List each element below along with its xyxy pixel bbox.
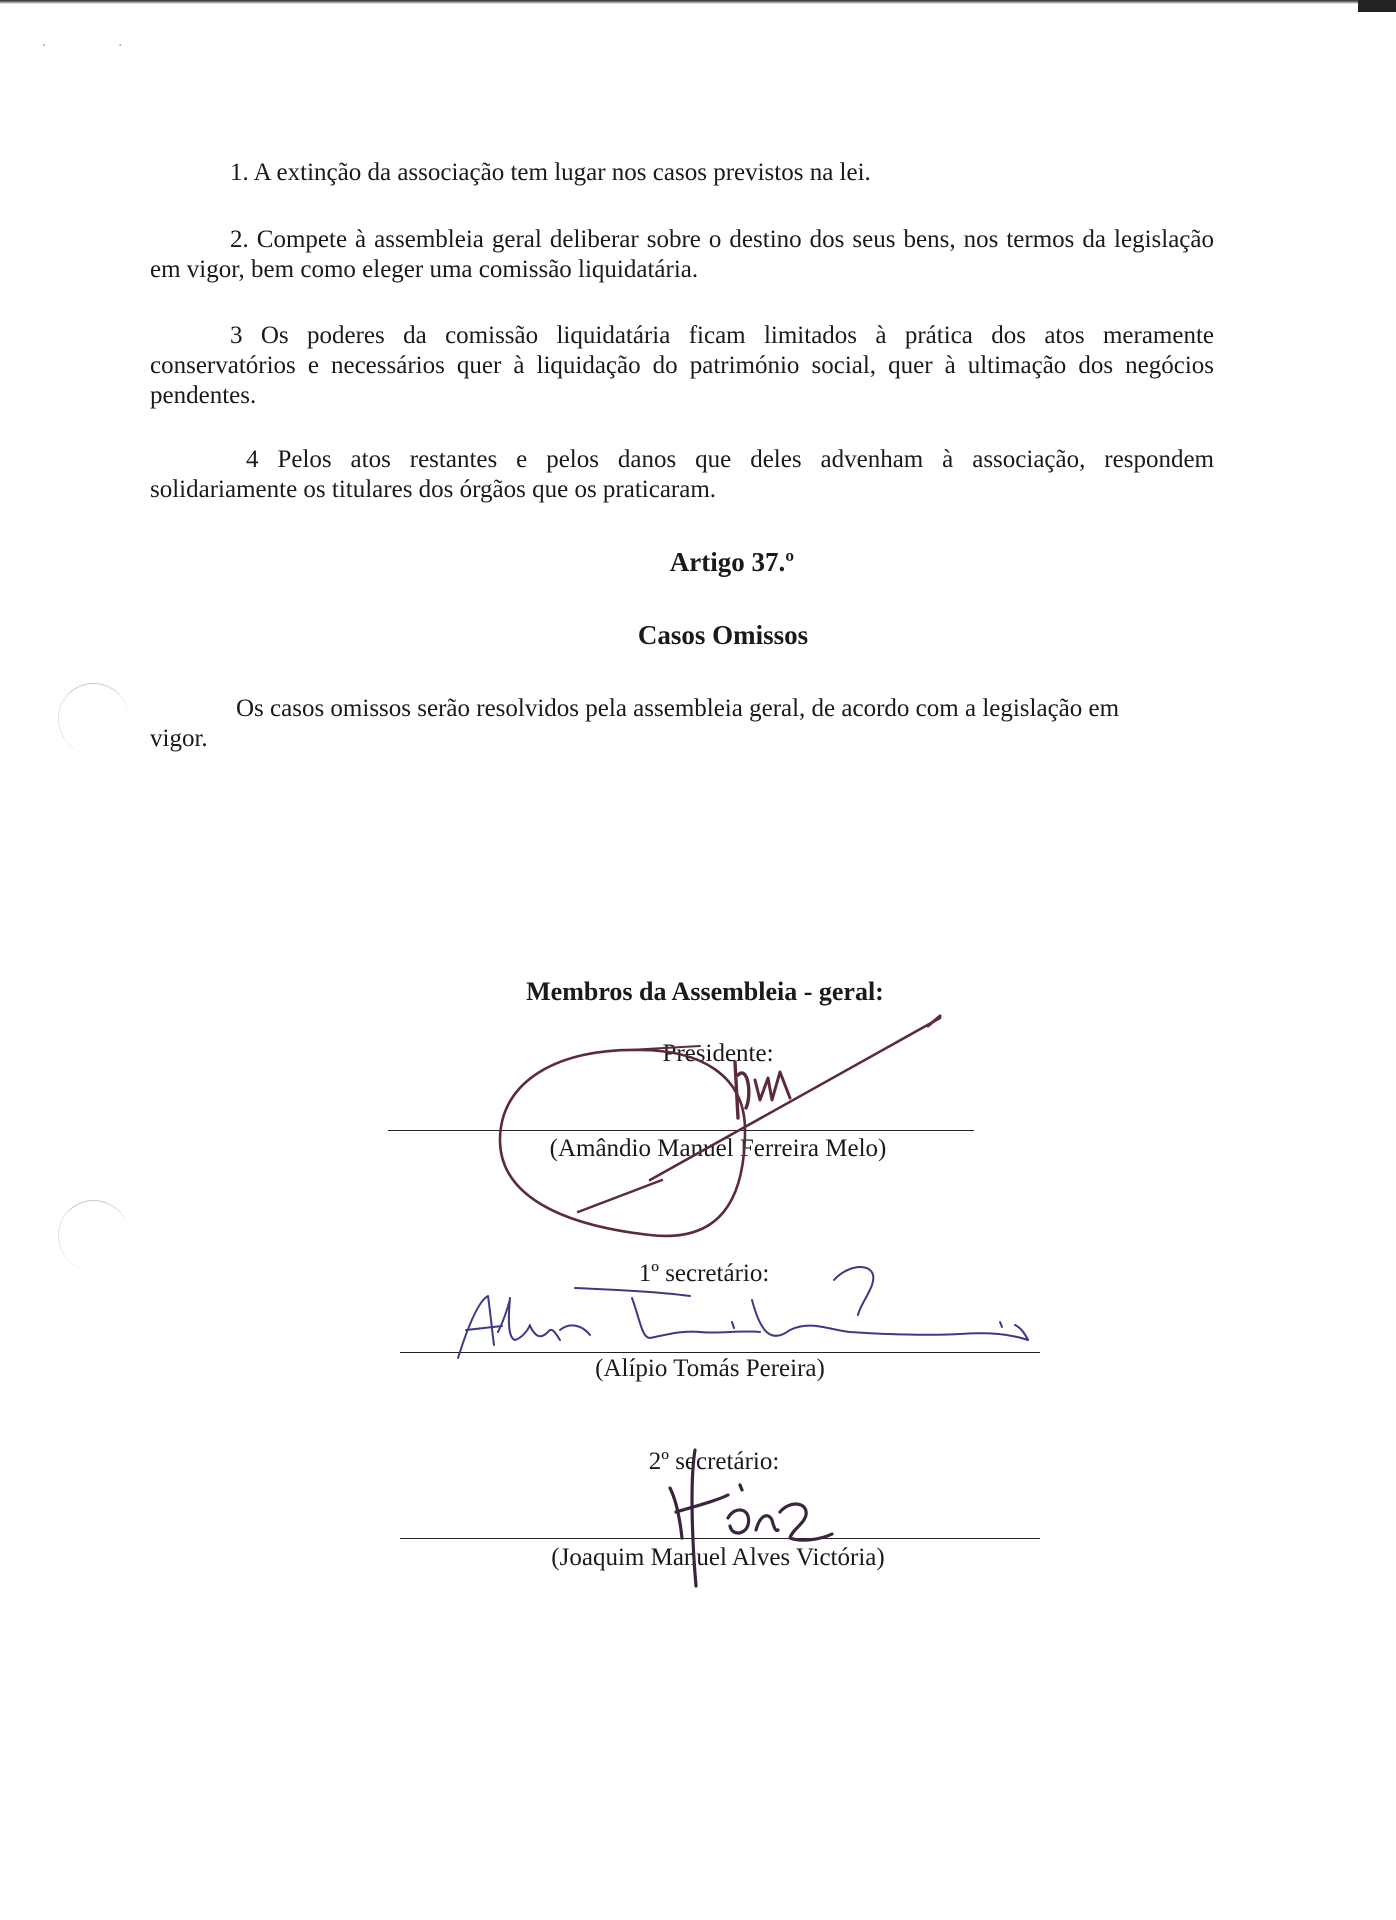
secretary2-signature-line: [400, 1538, 1040, 1539]
scan-edge-corner: [1358, 0, 1396, 12]
president-role-label: Presidente:: [662, 1040, 774, 1067]
paragraph-2: [150, 225, 1214, 285]
secretary2-name: (Joaquim Manuel Alves Victória): [551, 1544, 885, 1571]
secretary2-role-label: 2º secretário:: [648, 1448, 780, 1475]
paragraph-1-text: 1. A extinção da associação tem lugar nos casos previstos na lei.: [230, 159, 871, 186]
article-subtitle: Casos Omissos: [637, 620, 809, 650]
paragraph-4-text: 4 Pelos atos restantes e pelos danos que deles advenham à associação, respondem solidariamente os titulares dos órgãos que os praticaram.: [150, 446, 1214, 503]
paragraph-4: [150, 445, 1214, 505]
paragraph-3: [150, 321, 1214, 411]
scan-speck: ·: [118, 38, 123, 54]
paragraph-3-text: 3 Os poderes da comissão liquidatária ficam limitados à prática dos atos meramente conservatórios e necessários quer à liquidação do património social, quer à ultimação dos negócios pendentes.: [150, 322, 1214, 409]
president-signature-line: [388, 1130, 974, 1131]
paragraph-1: [150, 158, 1214, 188]
scan-edge-top: [0, 0, 1396, 4]
president-name: (Amândio Manuel Ferreira Melo): [549, 1135, 887, 1162]
signatures-heading: Membros da Assembleia - geral:: [526, 977, 884, 1006]
article-text: Os casos omissos serão resolvidos pela assembleia geral, de acordo com a legislação em vigor.: [150, 695, 1120, 752]
punch-hole-upper: [58, 683, 129, 754]
secretary1-name: (Alípio Tomás Pereira): [595, 1355, 825, 1382]
secretary1-signature-line: [400, 1352, 1040, 1353]
scan-speck: ·: [42, 38, 47, 54]
punch-hole-lower: [58, 1200, 129, 1271]
article-title: Artigo 37.º: [669, 547, 795, 577]
paragraph-2-text: 2. Compete à assembleia geral deliberar sobre o destino dos seus bens, nos termos da legislação em vigor, bem como eleger uma comissão liquidatária.: [150, 226, 1214, 283]
secretary1-role-label: 1º secretário:: [638, 1260, 770, 1287]
